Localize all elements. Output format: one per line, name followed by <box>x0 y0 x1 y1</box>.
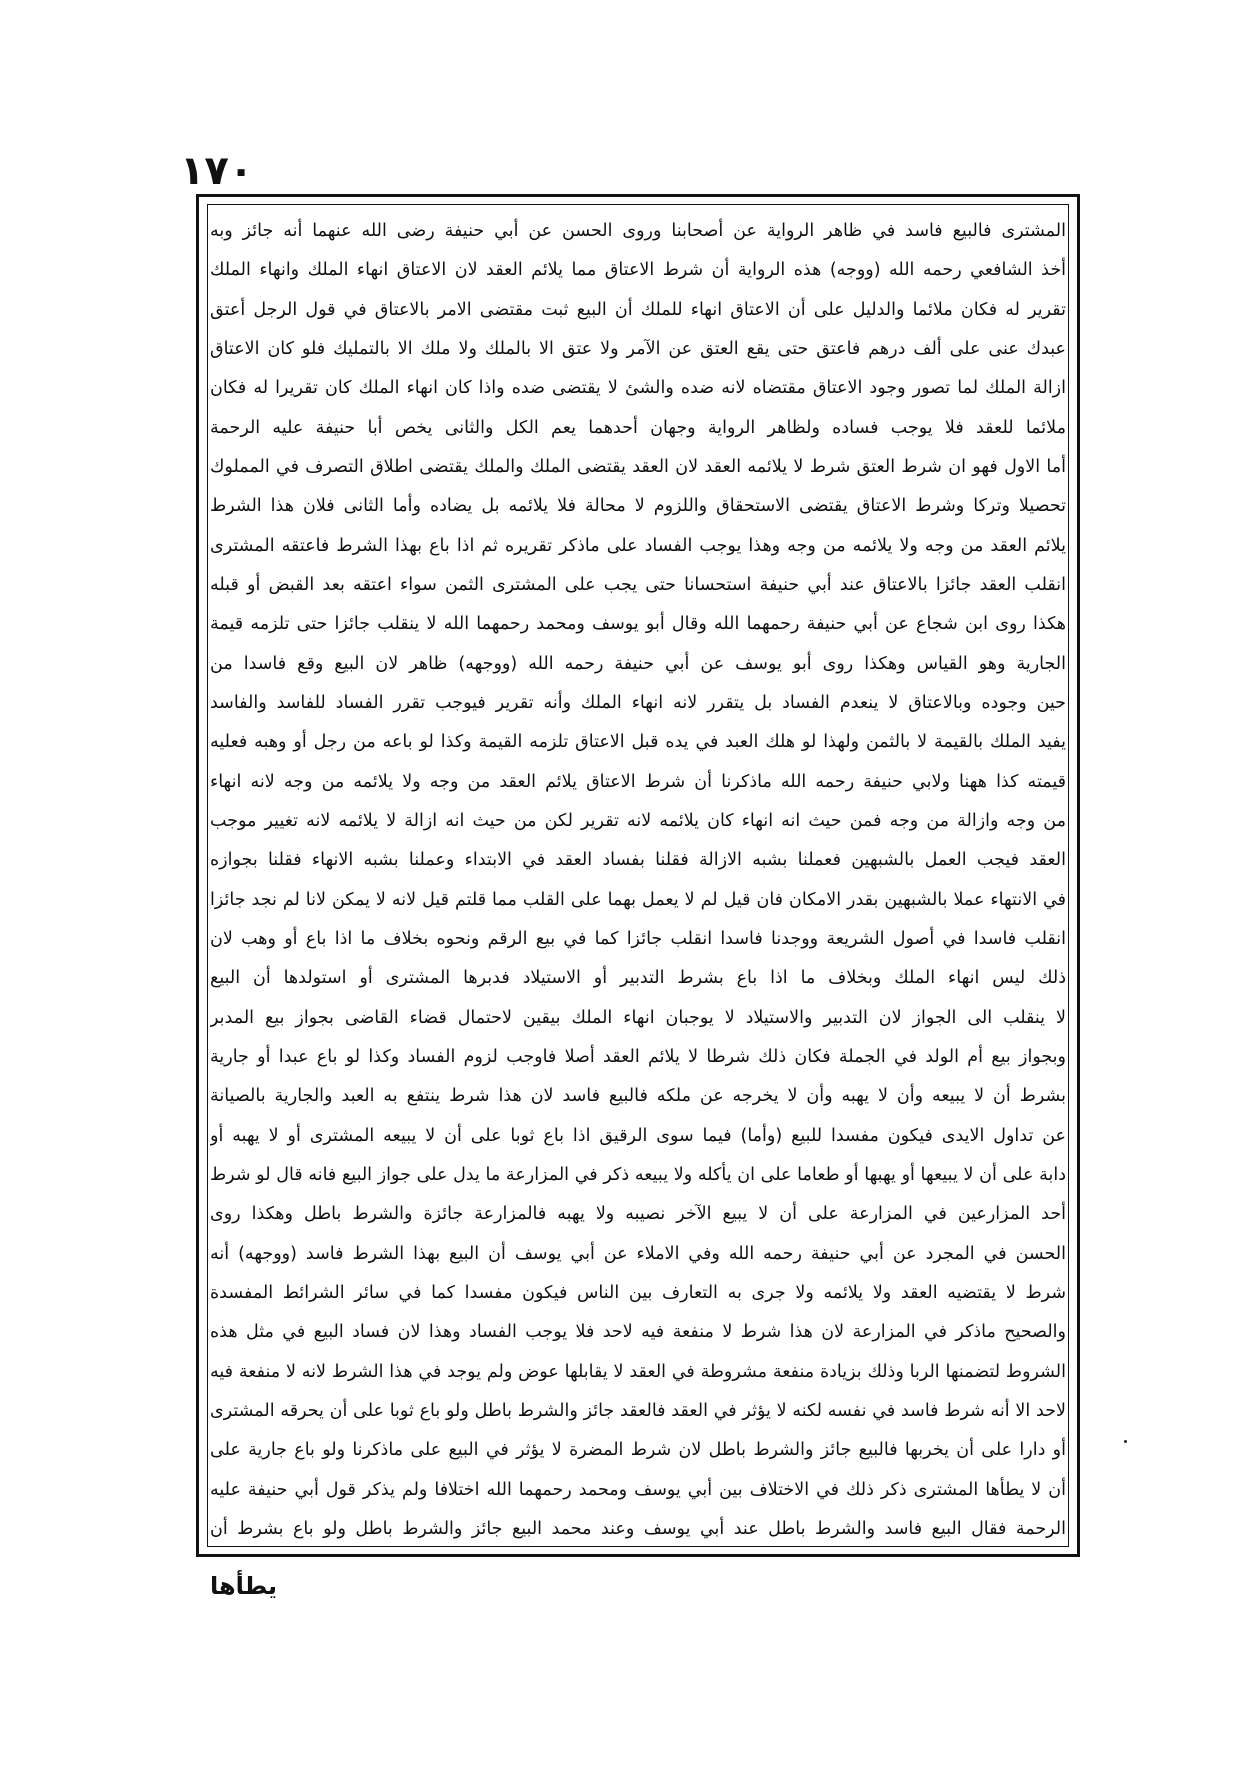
text-line: في الانتهاء عملا بالشبهين بقدر الامكان فان قيل لم لا يعمل بهما على القلب مما قلتم قيل لانه لا يمكن لانا لم نجد جائزا <box>210 889 1066 910</box>
text-line: الحسن في المجرد عن أبي حنيفة رحمه الله وفي الاملاء عن أبي يوسف أن البيع بهذا الشرط فاسد (ووجهه) أنه <box>210 1243 1066 1264</box>
text-line: بشرط أن لا يبيعه وأن لا يهبه وأن لا يخرجه عن ملكه فالبيع فاسد لان هذا شرط ينتفع به العبد والجارية بالصيانة <box>210 1086 1066 1107</box>
catchword: يطأها <box>210 1572 278 1600</box>
text-line: أحد المزارعين في المزارعة على أن لا يبيع الآخر نصيبه ولا يهبه فالمزارعة جائزة والشرط باطل وهكذا روى <box>210 1204 1066 1225</box>
text-line: من وجه وازالة من وجه فمن حيث انه انهاء كان يلائمه لانه تقرير لكن من حيث انه ازالة لا يلائمه لانه تغيير موجب <box>210 810 1066 831</box>
text-line: حين وجوده وبالاعتاق لا ينعدم الفساد بل يتقرر لانه انهاء الملك وأنه تقرير فيوجب تقرر الفساد للفاسد والفاسد <box>210 692 1066 713</box>
text-line: الرحمة فقال البيع فاسد والشرط باطل عند أبي يوسف وعند محمد البيع جائز والشرط باطل ولو باع بشرط أن <box>210 1518 1066 1539</box>
text-line: أو دارا على أن يخربها فالبيع جائز والشرط باطل لان شرط المضرة لا يؤثر في البيع على ماذكرنا ولو باع جارية على <box>210 1440 1066 1461</box>
text-line: يفيد الملك بالقيمة لا بالثمن ولهذا لو هلك العبد في يده قبل الاعتاق تلزمه القيمة وكذا لو باعه من رجل أو وهبه فعليه <box>210 732 1066 753</box>
text-line: عن تداول الايدى فيكون مفسدا للبيع (وأما) فيما سوى الرقيق اذا باع ثوبا على أن لا يبيعه المشترى أو لا يهبه أو <box>210 1125 1066 1146</box>
text-line: المشترى فالبيع فاسد في ظاهر الرواية عن أصحابنا وروى الحسن عن أبي حنيفة رضى الله عنهما أنه جائز وبه <box>210 221 1066 241</box>
page-number: ١٧٠ <box>180 148 254 194</box>
text-line: لا ينقلب الى الجواز لان التدبير والاستيلاد لا يوجبان انهاء الملك بيقين لاحتمال قضاء القاضى بجواز بيع المدبر <box>210 1007 1066 1028</box>
text-line: قيمته كذا ههنا ولابي حنيفة رحمه الله ماذكرنا أن شرط الاعتاق يلائم العقد من وجه ولا يلائمه من وجه لانه انهاء <box>210 771 1066 792</box>
text-line: دابة على أن لا يبيعها أو يهبها أو طعاما على ان يأكله ولا يبيعه ذكر في المزارعة ما يدل على جواز البيع فانه قال لو شرط <box>210 1164 1066 1185</box>
text-line: ذلك ليس انهاء الملك وبخلاف ما اذا باع بشرط التدبير أو الاستيلاد فدبرها المشترى أو استولدها أن البيع <box>210 968 1066 989</box>
text-line: أخذ الشافعي رحمه الله (ووجه) هذه الرواية أن شرط الاعتاق مما يلائم العقد لان الاعتاق انهاء الملك وانهاء الملك <box>210 260 1066 281</box>
text-line: انقلب فاسدا في أصول الشريعة ووجدنا فاسدا انقلب جائزا كما في بيع الرقم ونحوه بخلاف ما اذا باع أو وهب لان <box>210 928 1066 949</box>
text-line: لاحد الا أنه شرط فاسد في نفسه لكنه لا يؤثر في العقد فالعقد جائز والشرط باطل ولو باع ثوبا على أن يحرقه المشترى <box>210 1400 1066 1421</box>
margin-mark <box>1124 1440 1127 1443</box>
text-line: هكذا روى ابن شجاع عن أبي حنيفة رحمهما الله وقال أبو يوسف ومحمد رحمهما الله لا ينقلب جائزا حتى تلزمه قيمة <box>210 614 1066 635</box>
text-line: ملائما للعقد فلا يوجب فساده ولظاهر الرواية وجهان أحدهما يعم الكل والثانى يخص أبا حنيفة عليه الرحمة <box>210 417 1066 438</box>
text-line: الشروط لتضمنها الربا وذلك بزيادة منفعة مشروطة في العقد لا يقابلها عوض ولم يوجد في هذا الشرط لانه لا منفعة فيه <box>210 1361 1066 1382</box>
text-line: شرط لا يقتضيه العقد ولا يلائمه ولا جرى به التعارف بين الناس فيكون مفسدا كما في سائر الشرائط المفسدة <box>210 1282 1066 1303</box>
text-line: تحصيلا وتركا وشرط الاعتاق يقتضى الاستحقاق واللزوم لا محالة فلا يلائمه بل يضاده وأما الثانى فلان هذا الشرط <box>210 496 1066 517</box>
text-line: الجارية وهو القياس وهكذا روى أبو يوسف عن أبي حنيفة رحمه الله (ووجهه) ظاهر لان البيع وقع فاسدا من <box>210 653 1066 674</box>
text-line: انقلب العقد جائزا بالاعتاق عند أبي حنيفة استحسانا حتى يجب على المشترى الثمن سواء اعتقه بعد القبض أو قبله <box>210 574 1066 595</box>
text-line: أن لا يطأها المشترى ذكر ذلك في الاختلاف بين أبي يوسف ومحمد رحمهما الله اختلافا ولم يذكر قول أبي حنيفة عليه <box>210 1479 1066 1500</box>
text-line: عبدك عنى على ألف درهم فاعتق حتى يقع العتق عن الآمر ولا عتق الا بالملك ولا ملك الا بالتمليك فلو كان الاعتاق <box>210 338 1066 359</box>
text-line: أما الاول فهو ان شرط العتق شرط لا يلائمه العقد لان العقد يقتضى الملك والملك يقتضى اطلاق التصرف في المملوك <box>210 456 1066 477</box>
text-line: العقد فيجب العمل بالشبهين فعملنا بشبه الازالة فقلنا بفساد العقد في الابتداء وعملنا بشبه الانهاء فقلنا بجوازه <box>210 850 1066 871</box>
text-line: وبجواز بيع أم الولد في الجملة فكان ذلك شرطا لا يلائم العقد أصلا فاوجب لزوم الفساد وكذا لو باع عبدا أو جارية <box>210 1046 1066 1067</box>
text-line: والصحيح ماذكر في المزارعة لان هذا شرط لا منفعة فيه لاحد فلا يوجب الفساد وهذا لان فساد البيع في مثل هذه <box>210 1322 1066 1343</box>
text-line: تقرير له فكان ملائما والدليل على أن الاعتاق انهاء للملك أن البيع ثبت مقتضى الامر بالاعتاق في قول الرجل أعتق <box>210 299 1066 320</box>
text-line: ازالة الملك لما تصور وجود الاعتاق مقتضاه لانه ضده والشئ لا يقتضى ضده واذا كان انهاء الملك كان تقريرا له فكان <box>210 378 1066 399</box>
main-text-block <box>210 212 1066 1548</box>
text-line: يلائم العقد من وجه ولا يلائمه من وجه وهذا يوجب الفساد على ماذكر تقريره ثم اذا باع بهذا الشرط فاعتقه المشترى <box>210 535 1066 556</box>
